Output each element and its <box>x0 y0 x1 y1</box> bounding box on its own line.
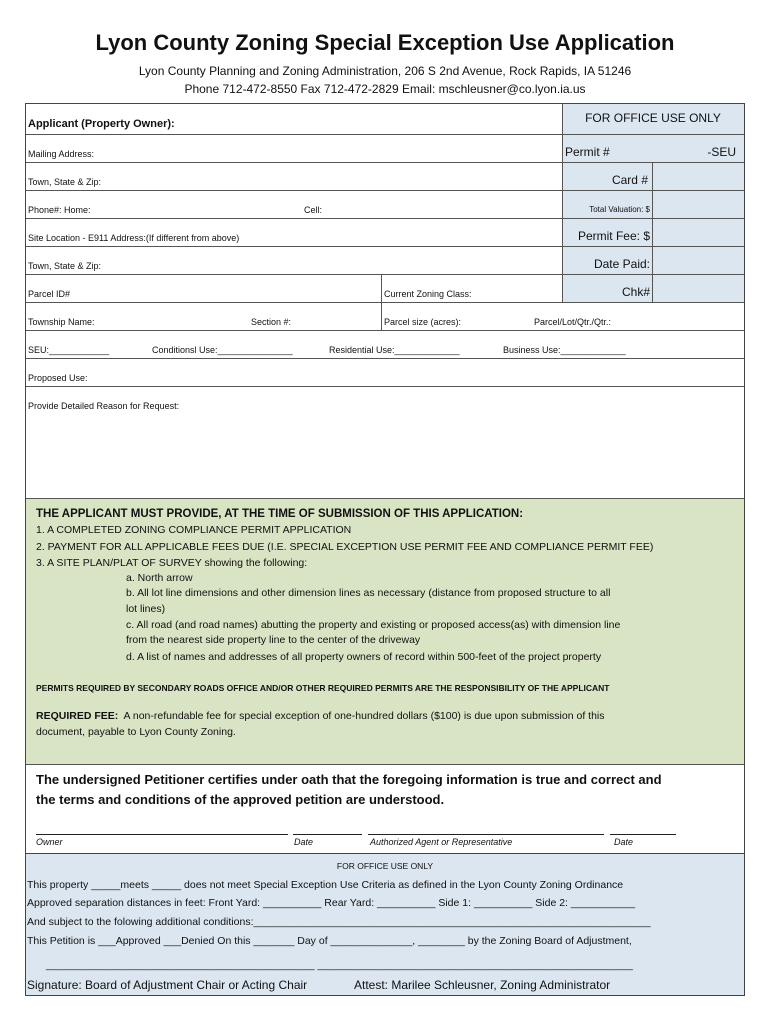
separation-distances: Approved separation distances in feet: Front Yard: __________ Rear Yard: __________ Side 1: __________ Side 2: ___________ <box>27 897 636 909</box>
parcel-size-label: Parcel size (acres): <box>384 317 462 327</box>
permit-fee-label: Permit Fee: $ <box>577 229 650 243</box>
office-address: Lyon County Planning and Zoning Administration, 206 S 2nd Avenue, Rock Rapids, IA 51246 <box>138 64 632 78</box>
office-contact: Phone 712-472-8550 Fax 712-472-2829 Email: mschleusner@co.lyon.ia.us <box>184 82 586 96</box>
permit-seu-suffix: -SEU <box>707 145 736 159</box>
detailed-reason-label: Provide Detailed Reason for Request: <box>28 401 180 411</box>
required-fee-line <box>36 710 605 722</box>
total-valuation-label: Total Valuation: $ <box>589 205 650 214</box>
owner-signature-line[interactable] <box>36 834 288 835</box>
township-name-label: Township Name: <box>28 317 95 327</box>
residential-use-field[interactable]: Residential Use:_____________ <box>329 345 460 355</box>
seu-field[interactable]: SEU:____________ <box>28 345 110 355</box>
parcel-lot-label: Parcel/Lot/Qtr./Qtr.: <box>534 317 612 327</box>
office-use-heading: FOR OFFICE USE ONLY <box>585 111 721 125</box>
additional-conditions: And subject to the folowing additional conditions:____________________________________________________________________ <box>27 916 651 928</box>
card-number-label: Card # <box>611 173 648 187</box>
mailing-address-label: Mailing Address: <box>28 149 95 159</box>
conditional-use-field[interactable]: Conditionsl Use:_______________ <box>152 345 293 355</box>
owner-date-label: Date <box>294 837 314 847</box>
permits-responsibility-note: PERMITS REQUIRED BY SECONDARY ROADS OFFICE AND/OR OTHER REQUIRED PERMITS ARE THE RESPONSIBILITY OF THE APPLICANT <box>36 683 610 693</box>
criteria-statement: This property _____meets _____ does not meet Special Exception Use Criteria as defined in the Lyon County Zoning Ordinance <box>27 879 624 891</box>
site-plan-item-d: d. A list of names and addresses of all property owners of record within 500-feet of the project property <box>126 651 602 663</box>
agent-label: Authorized Agent or Representative <box>370 837 513 847</box>
office-footer-heading: FOR OFFICE USE ONLY <box>336 861 434 871</box>
site-town-state-zip-label: Town, State & Zip: <box>28 261 102 271</box>
site-location-label: Site Location - E911 Address:(If different from above) <box>28 233 240 243</box>
agent-signature-line[interactable] <box>368 834 604 835</box>
site-plan-item-b: b. All lot line dimensions and other dimension lines as necessary (distance from proposed structure to all <box>126 587 611 599</box>
date-paid-label: Date Paid: <box>593 257 650 271</box>
requirement-item-3: 3. A SITE PLAN/PLAT OF SURVEY showing the following: <box>36 557 308 569</box>
permit-number-label: Permit # <box>565 145 610 159</box>
requirements-heading: THE APPLICANT MUST PROVIDE, AT THE TIME OF SUBMISSION OF THIS APPLICATION: <box>36 508 524 520</box>
page-title: Lyon County Zoning Special Exception Use Application <box>95 30 675 55</box>
parcel-id-label: Parcel ID# <box>28 289 71 299</box>
agent-date-label: Date <box>614 837 634 847</box>
requirement-item-2: 2. PAYMENT FOR ALL APPLICABLE FEES DUE (I.E. SPECIAL EXCEPTION USE PERMIT FEE AND COMPLIANCE PERMIT FEE) <box>36 541 654 553</box>
application-form <box>25 103 745 996</box>
petition-decision: This Petition is ___Approved ___Denied On this _______ Day of ______________, ________ by the Zoning Board of Adjustment, <box>27 935 632 947</box>
signature-lines: ______________________________________________ ______________________________________________________ <box>46 959 633 971</box>
certification-line-2: the terms and conditions of the approved petition are understood. <box>36 792 445 807</box>
site-plan-item-c: c. All road (and road names) abutting the property and existing or proposed access(as) with dimension line <box>126 619 621 631</box>
required-fee-label: REQUIRED FEE: <box>36 710 119 722</box>
current-zoning-class-label: Current Zoning Class: <box>384 289 472 299</box>
cell-label: Cell: <box>304 205 323 215</box>
requirements-panel <box>26 499 744 764</box>
section-label: Section #: <box>251 317 292 327</box>
proposed-use-label: Proposed Use: <box>28 373 88 383</box>
check-number-label: Chk# <box>621 285 650 299</box>
agent-date-line[interactable] <box>610 834 676 835</box>
required-fee-text: A non-refundable fee for special exception of one-hundred dollars ($100) is due upon submission of this <box>123 710 605 722</box>
certification-line-1: The undersigned Petitioner certifies under oath that the foregoing information is true and correct and <box>36 772 662 787</box>
applicant-label: Applicant (Property Owner): <box>28 118 175 130</box>
phone-home-label: Phone#: Home: <box>28 205 91 215</box>
owner-label: Owner <box>36 837 63 847</box>
requirement-item-1: 1. A COMPLETED ZONING COMPLIANCE PERMIT APPLICATION <box>36 524 352 536</box>
business-use-field[interactable]: Business Use:_____________ <box>503 345 626 355</box>
site-plan-item-a: a. North arrow <box>126 572 193 584</box>
attest-signature-label: Attest: Marilee Schleusner, Zoning Administrator <box>354 978 611 992</box>
site-plan-item-c-cont: from the nearest side property line to the center of the driveway <box>126 634 421 646</box>
owner-date-line[interactable] <box>293 834 362 835</box>
site-plan-item-b-cont: lot lines) <box>126 603 166 615</box>
town-state-zip-label: Town, State & Zip: <box>28 177 102 187</box>
required-fee-text-cont: document, payable to Lyon County Zoning. <box>36 726 236 738</box>
chair-signature-label: Signature: Board of Adjustment Chair or Acting Chair <box>27 978 308 992</box>
